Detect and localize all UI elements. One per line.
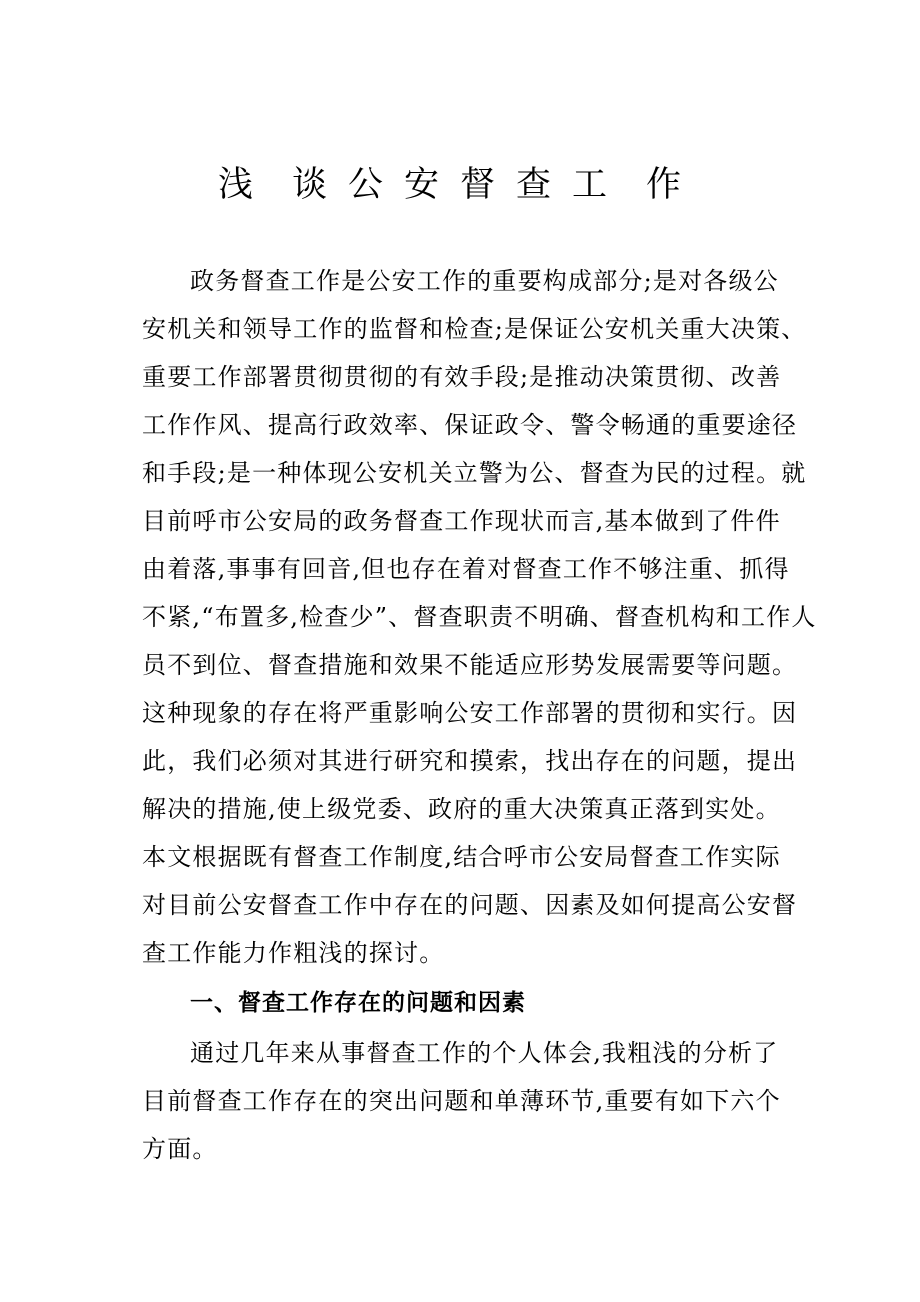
paragraph-line: 工作作风、提高行政效率、保证政令、警令畅通的重要途径 <box>142 411 798 439</box>
paragraph-line: 和手段;是一种体现公安机关立警为公、督查为民的过程。就 <box>142 459 807 487</box>
title-part-2: 谈公安督查工 <box>291 165 628 205</box>
paragraph-line: 解决的措施,使上级党委、政府的重大决策真正落到实处。 <box>142 795 781 823</box>
paragraph-line: 不紧,“布置多,检查少”、督查职责不明确、督查机构和工作人 <box>142 603 817 631</box>
paragraph-line: 本文根据既有督查工作制度,结合呼市公安局督查工作实际 <box>142 843 781 871</box>
paragraph-line: 由着落,事事有回音,但也存在着对督查工作不够注重、抓得 <box>142 555 790 583</box>
paragraph-line: 方面。 <box>142 1135 218 1163</box>
paragraph-line: 通过几年来从事督查工作的个人体会,我粗浅的分析了 <box>190 1039 779 1067</box>
section-heading: 一、督查工作存在的问题和因素 <box>190 990 526 1016</box>
paragraph-line: 这种现象的存在将严重影响公安工作部署的贯彻和实行。因 <box>142 699 798 727</box>
paragraph-line: 安机关和领导工作的监督和检查;是保证公安机关重大决策、 <box>142 315 807 343</box>
paragraph-line: 目前督查工作存在的突出问题和单薄环节,重要有如下六个 <box>142 1087 781 1115</box>
title-part-1: 浅 <box>217 165 274 205</box>
paragraph-line: 查工作能力作粗浅的探讨。 <box>142 939 445 967</box>
paragraph-line: 员不到位、督查措施和效果不能适应形势发展需要等问题。 <box>142 651 798 679</box>
paragraph-line: 重要工作部署贯彻贯彻的有效手段;是推动决策贯彻、改善 <box>142 363 782 391</box>
paragraph-line: 此，我们必须对其进行研究和摸索，找出存在的问题，提出 <box>142 747 798 775</box>
title-part-3: 作 <box>646 165 703 205</box>
paragraph-line: 对目前公安督查工作中存在的问题、因素及如何提高公安督 <box>142 891 798 919</box>
paragraph-line: 政务督查工作是公安工作的重要构成部分;是对各级公 <box>190 267 779 295</box>
document-title <box>0 160 920 210</box>
paragraph-line: 目前呼市公安局的政务督查工作现状而言,基本做到了件件 <box>142 507 781 535</box>
